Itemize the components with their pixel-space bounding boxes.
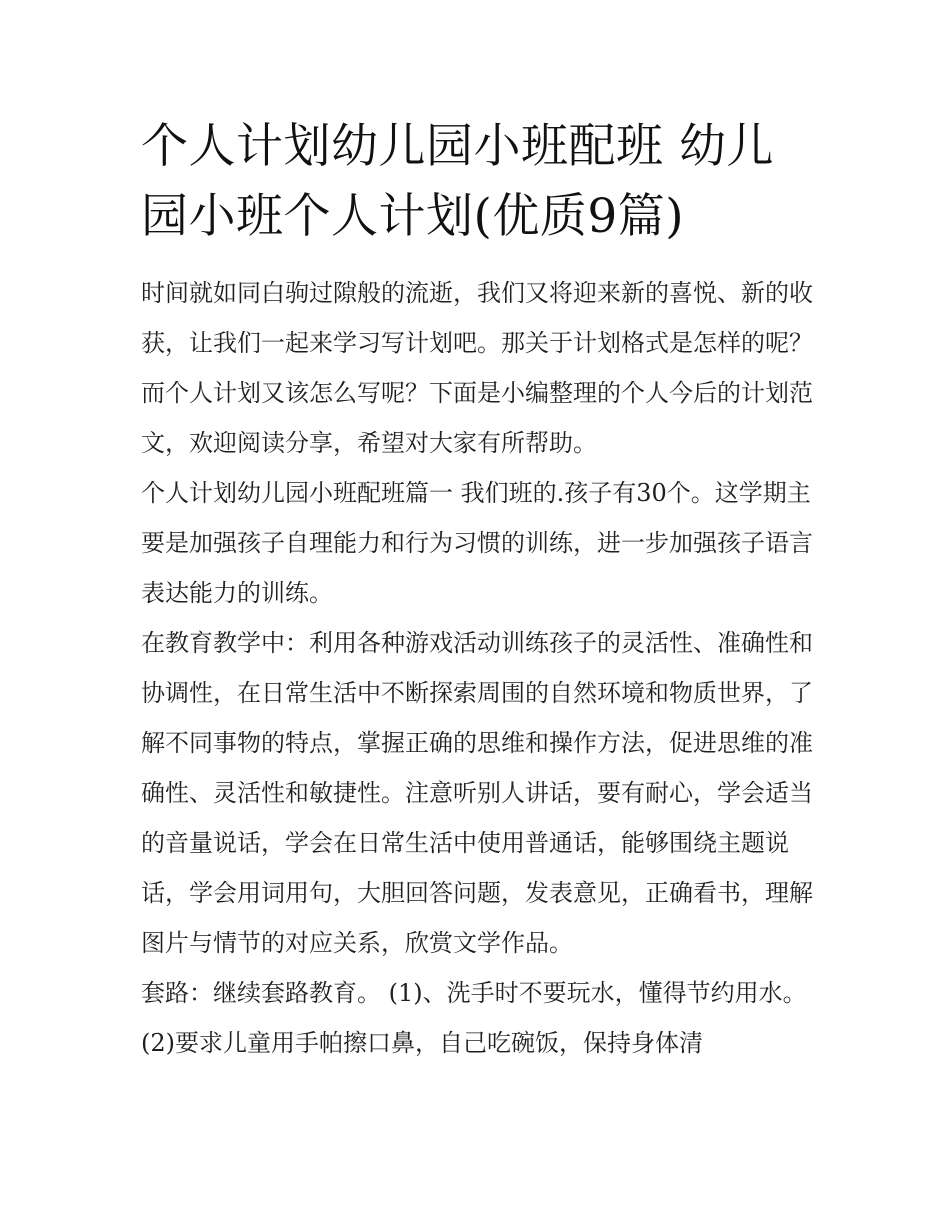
paragraph-routine: 套路：继续套路教育。 (1)、洗手时不要玩水，懂得节约用水。 (2)要求儿童用手帕擦口鼻，自己吃碗饭，保持身体清: [141, 979, 807, 1057]
paragraph-teaching: 在教育教学中：利用各种游戏活动训练孩子的灵活性、准确性和协调性，在日常生活中不断探索周围的自然环境和物质世界，了解不同事物的特点，掌握正确的思维和操作方法，促进思维的准确性、灵活性和敏捷性。注意听别人讲话，要有耐心，学会适当的音量说话，学会在日常生活中使用普通话，能够围绕主题说话，学会用词用句，大胆回答问题，发表意见，正确看书，理解图片与情节的对应关系，欣赏文学作品。: [141, 629, 813, 957]
document-body: [141, 112, 813, 1068]
paragraph-intro: 时间就如同白驹过隙般的流逝，我们又将迎来新的喜悦、新的收获，让我们一起来学习写计划吧。那关于计划格式是怎样的呢？而个人计划又该怎么写呢？下面是小编整理的个人今后的计划范文，欢迎阅读分享，希望对大家有所帮助。: [141, 279, 813, 457]
paragraph-class-overview: 个人计划幼儿园小班配班篇一 我们班的.孩子有30个。这学期主要是加强孩子自理能力和行为习惯的训练，进一步加强孩子语言表达能力的训练。: [141, 479, 813, 607]
document-title: 个人计划幼儿园小班配班 幼儿园小班个人计划(优质9篇): [141, 119, 774, 244]
